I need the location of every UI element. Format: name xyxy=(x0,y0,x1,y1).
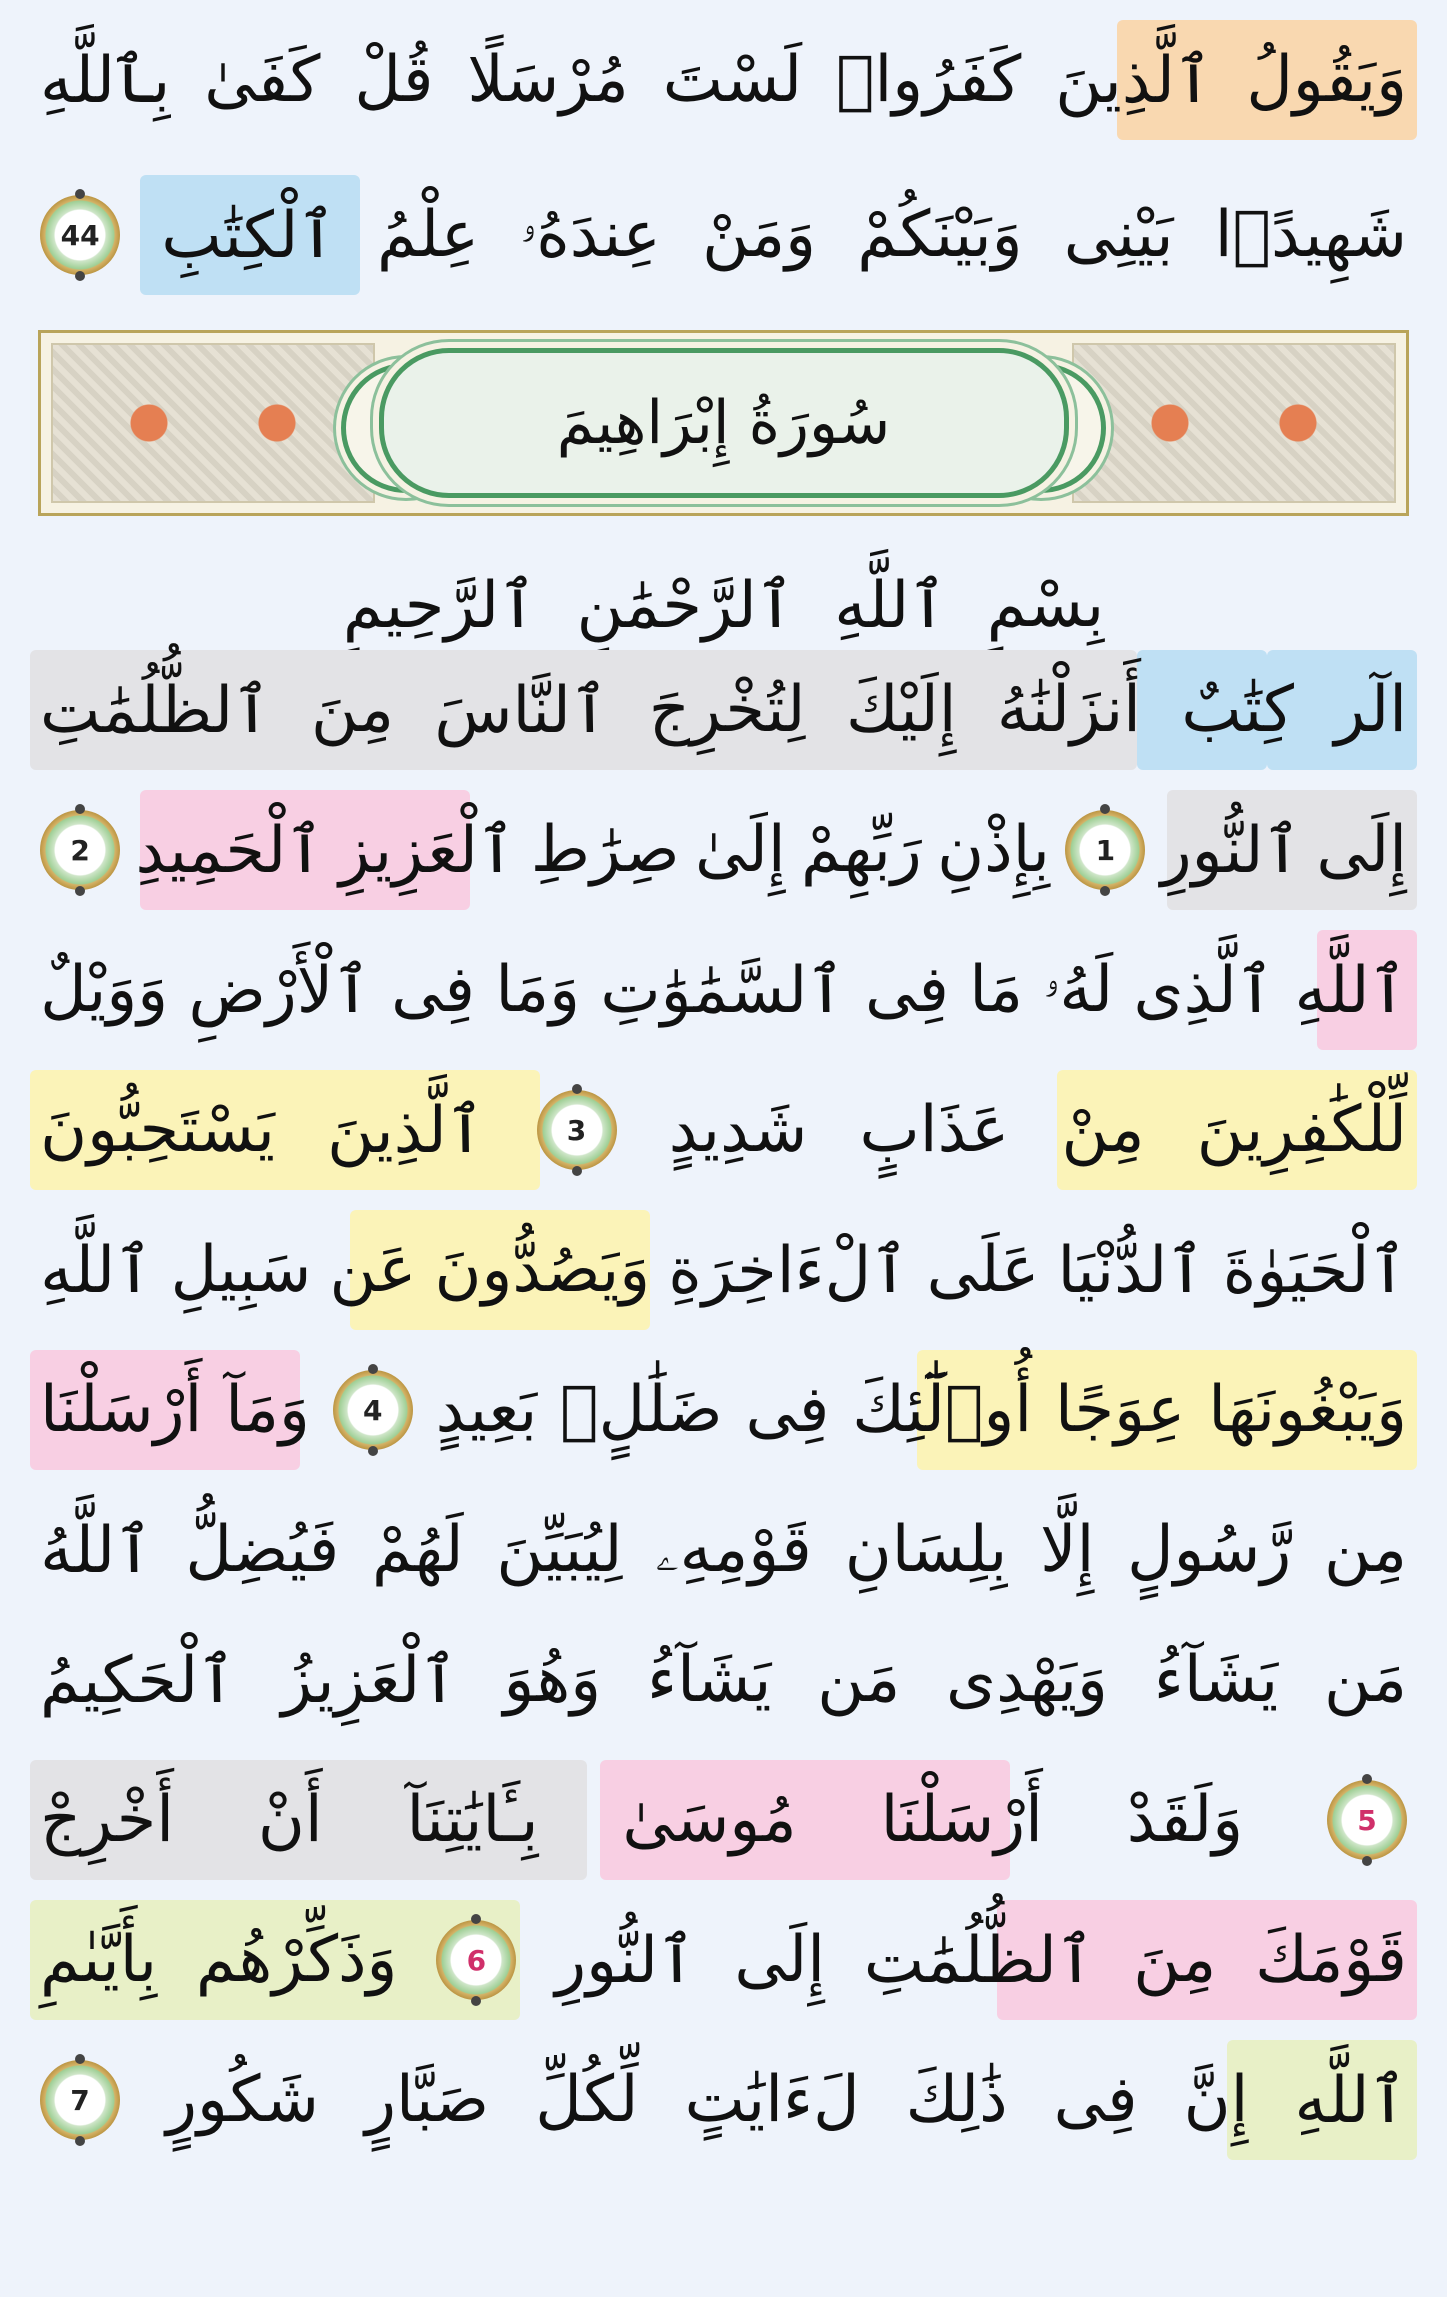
word: فِى xyxy=(865,953,949,1027)
word: ٱلنُّورِ xyxy=(1160,813,1301,888)
line-text xyxy=(30,1900,1417,2020)
word: لِيُبَيِّنَ xyxy=(496,1513,623,1587)
word: ٱلدُّنْيَا xyxy=(1057,1233,1205,1308)
word: عَن xyxy=(329,1233,417,1307)
word: ٱلَّذِينَ xyxy=(327,1093,485,1168)
word: وَيَقُولُ xyxy=(1246,43,1407,117)
word: بِسْمِ xyxy=(986,568,1105,642)
verse-line-9 xyxy=(30,1350,1417,1470)
verse-line-7 xyxy=(30,1070,1417,1190)
word: أَنزَلْنَٰهُ xyxy=(996,673,1141,747)
verse-line-8 xyxy=(30,1210,1417,1330)
word: ضَلَٰلٍۭ xyxy=(560,1373,723,1447)
word: وَيَهْدِى xyxy=(946,1643,1108,1717)
word: وَبَيْنَكُمْ xyxy=(857,198,1023,272)
word: ٱلَّذِينَ xyxy=(1055,43,1213,118)
word: إِلَيْكَ xyxy=(845,673,957,747)
word: ٱلرَّحْمَٰنِ xyxy=(576,568,795,643)
line-text xyxy=(30,20,1417,140)
word: مِن xyxy=(1324,1513,1407,1587)
word: مُوسَىٰ xyxy=(622,1783,797,1857)
word: ذَٰلِكَ xyxy=(905,2063,1008,2137)
word: ٱللَّهِ xyxy=(834,568,947,643)
word: بِٱللَّهِ xyxy=(40,43,171,118)
word: أُو۟لَٰٓئِكَ xyxy=(852,1373,1033,1447)
ayah-marker-icon: 6 xyxy=(436,1920,516,2000)
basmala-line xyxy=(30,545,1417,665)
word: عِوَجًا xyxy=(1055,1373,1186,1447)
word: رَبِّهِمْ xyxy=(800,813,922,887)
word: يَشَآءُ xyxy=(1153,1643,1279,1717)
line-text xyxy=(30,175,1417,295)
word: وَمَا xyxy=(495,953,580,1027)
ayah-marker-icon: 2 xyxy=(40,810,120,890)
word: مِنَ xyxy=(311,673,394,747)
word: إِلَىٰ xyxy=(694,813,786,887)
word: ٱللَّهِ xyxy=(1294,2063,1407,2138)
word: مُرْسَلًا xyxy=(467,43,629,117)
word: كِتَٰبٌ xyxy=(1181,673,1294,747)
word: ٱلْأَرْضِ xyxy=(188,953,371,1028)
word: أَرْسَلْنَا xyxy=(880,1783,1043,1857)
verse-line-13 xyxy=(30,1900,1417,2020)
word: بِإِذْنِ xyxy=(937,813,1050,887)
line-text xyxy=(30,1490,1417,1610)
word: مَن xyxy=(817,1643,901,1717)
word: لَءَايَٰتٍ xyxy=(684,2063,860,2137)
word: إِلَى xyxy=(1316,813,1407,887)
word: كَفَىٰ xyxy=(204,43,321,117)
word: لَهُۥ xyxy=(1043,953,1114,1027)
word: وَهُوَ xyxy=(503,1643,602,1717)
ayah-marker-icon: 5 xyxy=(1327,1780,1407,1860)
verse-line-11 xyxy=(30,1620,1417,1740)
word: وَذَكِّرْهُم xyxy=(195,1923,398,1997)
word: ٱلْكِتَٰبِ xyxy=(161,198,336,273)
word: أَخْرِجْ xyxy=(40,1783,174,1857)
word: بَيْنِى xyxy=(1063,198,1174,272)
word: بِأَيَّىٰمِ xyxy=(40,1923,158,1997)
surah-header xyxy=(38,330,1409,516)
word: ٱلسَّمَٰوَٰتِ xyxy=(600,953,845,1028)
word: صِرَٰطِ xyxy=(530,813,680,887)
word: إِنَّ xyxy=(1183,2063,1249,2137)
word: عِندَهُۥ xyxy=(520,198,661,272)
word: ٱلْحَمِيدِ xyxy=(135,813,324,888)
word: شَدِيدٍ xyxy=(668,1093,808,1167)
ornament-right-icon xyxy=(1072,343,1396,503)
word: ٱلْعَزِيزُ xyxy=(281,1643,458,1718)
word: ٱللَّهُ xyxy=(40,1513,153,1588)
line-text xyxy=(30,1620,1417,1740)
word: عِلْمُ xyxy=(377,198,480,272)
line-text xyxy=(30,1070,1417,1190)
word: أَنْ xyxy=(257,1783,323,1857)
ornament-left-icon xyxy=(51,343,375,503)
word: مِنْ xyxy=(1061,1093,1145,1167)
word: مَا xyxy=(969,953,1024,1027)
word: ٱللَّهِ xyxy=(1294,953,1407,1028)
ayah-marker-icon: 1 xyxy=(1065,810,1145,890)
ayah-marker-icon: 44 xyxy=(40,195,120,275)
word: لِتُخْرِجَ xyxy=(648,673,806,747)
word: رَّسُولٍ xyxy=(1127,1513,1292,1587)
word: بِـَٔايَٰتِنَآ xyxy=(406,1783,539,1857)
word: يَشَآءُ xyxy=(646,1643,772,1717)
line-text xyxy=(30,930,1417,1050)
word: ٱلرَّحِيمِ xyxy=(342,568,537,643)
word: وَوَيْلٌ xyxy=(40,953,169,1027)
word: شَكُورٍ xyxy=(166,2063,319,2137)
word: بَعِيدٍ xyxy=(435,1373,538,1447)
ayah-marker-icon: 7 xyxy=(40,2060,120,2140)
line-text xyxy=(30,1210,1417,1330)
word: بِلِسَانِ xyxy=(844,1513,1008,1587)
word: كَفَرُوا۟ xyxy=(836,43,1022,117)
ayah-marker-icon: 3 xyxy=(537,1090,617,1170)
verse-line-6 xyxy=(30,930,1417,1050)
word: عَذَابٍ xyxy=(859,1093,1010,1167)
line-text xyxy=(30,1350,1417,1470)
verse-line-14 xyxy=(30,2040,1417,2160)
word: ٱلظُّلُمَٰتِ xyxy=(863,1923,1095,1998)
verse-line-12 xyxy=(30,1760,1417,1880)
word: ٱلْءَاخِرَةِ xyxy=(668,1233,909,1308)
word: فِى xyxy=(745,1373,830,1447)
ayah-marker-icon: 4 xyxy=(333,1370,413,1450)
word: إِلَى xyxy=(734,1923,825,1997)
word: ٱلنُّورِ xyxy=(555,1923,696,1998)
word: لَسْتَ xyxy=(662,43,803,117)
word: لِّكُلِّ xyxy=(535,2063,639,2137)
word: مَن xyxy=(1324,1643,1407,1717)
word: سَبِيلِ xyxy=(170,1233,312,1307)
verse-line-5 xyxy=(30,790,1417,910)
line-text xyxy=(30,2040,1417,2160)
word: فِى xyxy=(1053,2063,1138,2137)
word: عَلَى xyxy=(926,1233,1040,1307)
line-text xyxy=(30,1760,1417,1880)
word: أَرْسَلْنَا xyxy=(40,1373,203,1447)
word: قَوْمِهِۦ xyxy=(655,1513,812,1587)
word: إِلَّا xyxy=(1040,1513,1095,1587)
word: يَسْتَحِبُّونَ xyxy=(40,1093,275,1167)
word: ٱلْحَكِيمُ xyxy=(40,1643,236,1718)
line-text xyxy=(30,650,1417,770)
verse-line-1 xyxy=(30,20,1417,140)
word: فَيُضِلُّ xyxy=(185,1513,340,1587)
word: شَهِيدًۢا xyxy=(1214,198,1407,272)
word: قَوْمَكَ xyxy=(1255,1923,1407,1997)
word: لِّلْكَٰفِرِينَ xyxy=(1196,1093,1407,1167)
verse-line-4 xyxy=(30,650,1417,770)
word: ٱلَّذِى xyxy=(1133,953,1275,1028)
word: ٱلنَّاسَ xyxy=(434,673,609,748)
word: وَمَنْ xyxy=(702,198,817,272)
word: فِى xyxy=(391,953,475,1027)
word: وَيَبْغُونَهَا xyxy=(1208,1373,1407,1447)
word: وَمَآ xyxy=(225,1373,310,1447)
word: ٱلْحَيَوٰةَ xyxy=(1222,1233,1407,1308)
word: لَهُمْ xyxy=(372,1513,464,1587)
word: وَلَقَدْ xyxy=(1126,1783,1244,1857)
word: وَيَصُدُّونَ xyxy=(434,1233,651,1307)
word: ٱلظُّلُمَٰتِ xyxy=(40,673,271,748)
word: قُلْ xyxy=(354,43,434,117)
verse-line-2 xyxy=(30,175,1417,295)
line-text xyxy=(30,545,1417,665)
word: ٱلْعَزِيزِ xyxy=(339,813,516,888)
word: الٓر xyxy=(1334,673,1407,747)
line-text xyxy=(30,790,1417,910)
verse-line-10 xyxy=(30,1490,1417,1610)
word: مِنَ xyxy=(1133,1923,1217,1997)
surah-name: سُورَةُ إِبْرَاهِيمَ xyxy=(556,388,891,458)
word: صَبَّارٍ xyxy=(365,2063,490,2137)
word: ٱللَّهِ xyxy=(40,1233,153,1308)
surah-name-cartouche xyxy=(379,348,1069,498)
